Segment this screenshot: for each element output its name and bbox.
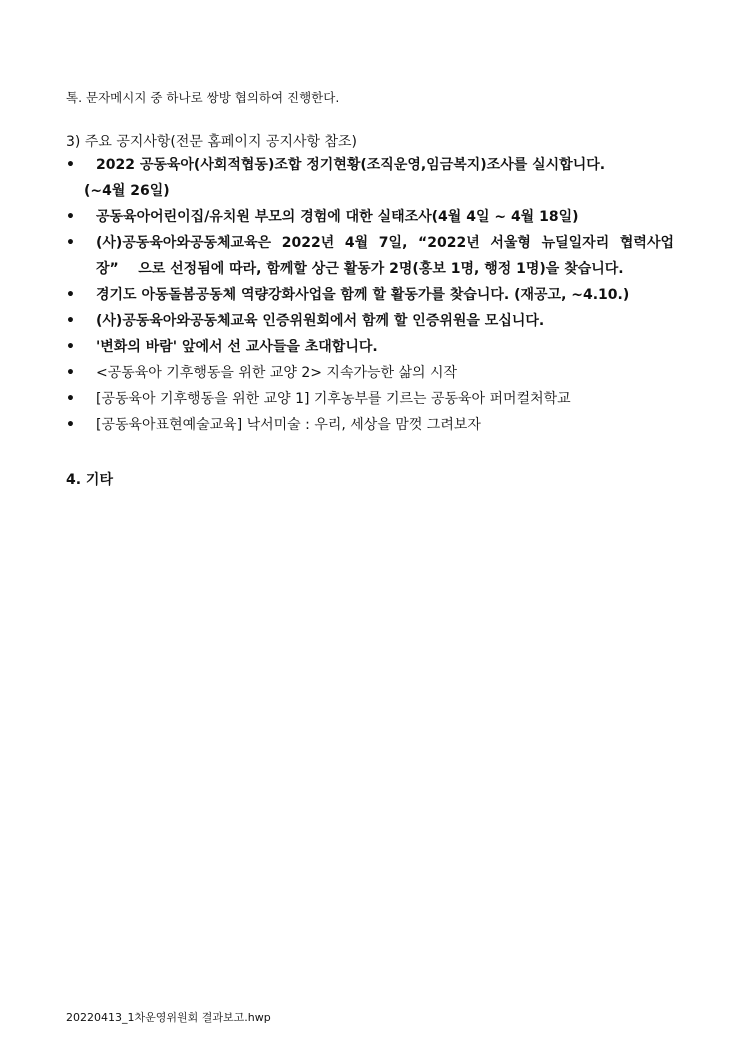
notice-text: 공동육아어린이집/유치원 부모의 경험에 대한 실태조사(4월 4일 ~ 4월 18일) xyxy=(96,209,579,225)
intro-text: 톡. 문자메시지 중 하나로 쌍방 협의하여 진행한다. xyxy=(66,90,340,105)
notice-item-3 xyxy=(66,230,686,282)
notice-text: (사)공동육아와공동체교육 인증위원회에서 함께 할 인증위원을 모십니다. xyxy=(96,313,545,329)
notice-item-8 xyxy=(66,386,686,412)
bullet-icon: • xyxy=(66,235,75,251)
bullet-icon: • xyxy=(66,209,75,225)
notice-text-continuation: (~4월 26일) xyxy=(84,183,170,199)
notice-item-4 xyxy=(66,282,686,308)
notice-text: <공동육아 기후행동을 위한 교양 2> 지속가능한 삶의 시작 xyxy=(96,365,458,381)
bullet-icon: • xyxy=(66,339,75,355)
bullet-icon: • xyxy=(66,313,75,329)
notice-item-9 xyxy=(66,412,686,438)
notice-text: [공동육아 기후행동을 위한 교양 1] 기후농부를 기르는 공동육아 퍼머컬처학교 xyxy=(96,391,571,407)
notice-item-5 xyxy=(66,308,686,334)
bullet-icon: • xyxy=(66,287,75,303)
bullet-icon: • xyxy=(66,417,75,433)
notice-text: '변화의 바람' 앞에서 선 교사들을 초대합니다. xyxy=(96,339,378,355)
notice-item-6 xyxy=(66,334,686,360)
footer-filename: 20220413_1차운영위원회 결과보고.hwp xyxy=(66,1011,271,1024)
bullet-icon: • xyxy=(66,157,75,173)
notice-text: (사)공동육아와공동체교육은 2022년 4월 7일, “2022년 서울형 뉴딜일자리 협력사업 xyxy=(96,235,674,251)
bullet-icon: • xyxy=(66,365,75,381)
notice-text-continuation: 장” 으로 선정됨에 따라, 함께할 상근 활동가 2명(홍보 1명, 행정 1명)을 찾습니다. xyxy=(96,261,624,277)
notice-list xyxy=(66,152,686,438)
notice-item-7 xyxy=(66,360,686,386)
section-heading-other: 4. 기타 xyxy=(66,472,113,488)
notice-text: [공동육아표현예술교육] 낙서미술 : 우리, 세상을 맘껏 그려보자 xyxy=(96,417,481,433)
bullet-icon: • xyxy=(66,391,75,407)
notice-text: 경기도 아동돌봄공동체 역량강화사업을 함께 할 활동가를 찾습니다. (재공고, ~4.10.) xyxy=(96,287,630,303)
section-heading-notices: 3) 주요 공지사항(전문 홈페이지 공지사항 참조) xyxy=(66,134,357,150)
notice-item-2 xyxy=(66,204,686,230)
notice-item-1 xyxy=(66,152,686,204)
notice-text: 2022 공동육아(사회적협동)조합 정기현황(조직운영,임금복지)조사를 실시합니다. xyxy=(96,157,606,173)
